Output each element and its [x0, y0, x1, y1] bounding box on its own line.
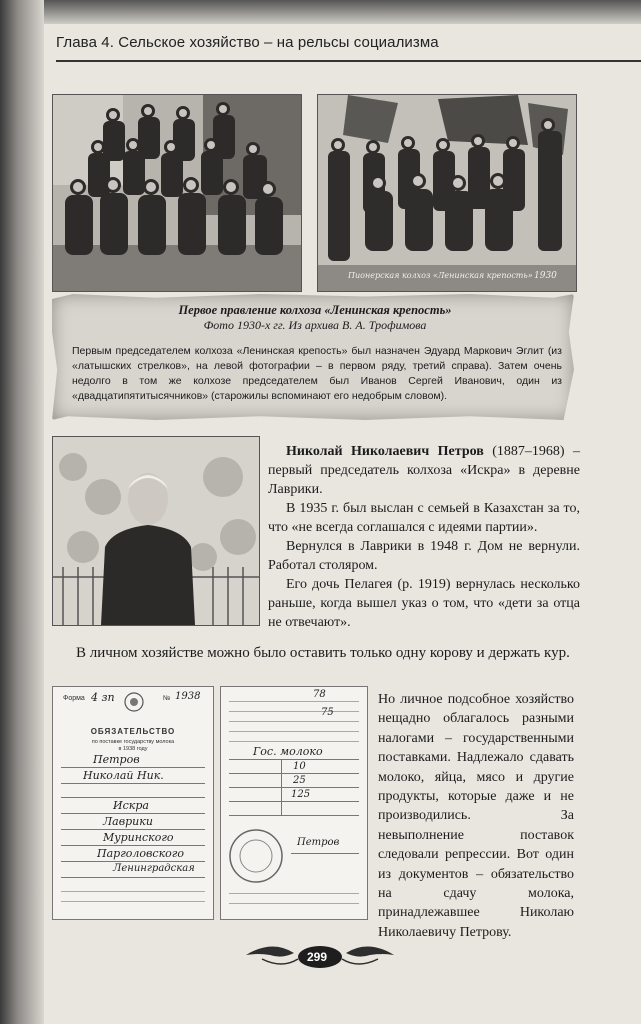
doc-hw-sign: Петров: [297, 837, 340, 848]
portrait-image: [53, 437, 259, 625]
doc-hw-name: Николай Ник.: [83, 769, 164, 782]
bio-line1-rest: (1887–1968) – первый председатель колхоза «Искра» в деревне Лаврики.: [268, 444, 581, 497]
doc-hw-village: Лаврики: [103, 815, 153, 828]
group-photo-left-image: [53, 95, 301, 291]
obligation-document-front: [52, 686, 214, 920]
group-photo-left: [52, 94, 302, 292]
caption-subtitle: Фото 1930-х гг. Из архива В. А. Трофимова: [203, 318, 427, 332]
doc-hw-q1: 10: [293, 761, 306, 772]
doc-hw-kolkhoz: Искра: [113, 799, 149, 812]
portrait-photo: [52, 436, 260, 626]
bio-name: Николай Николаевич Петров: [286, 444, 484, 459]
chapter-header: Глава 4. Сельское хозяйство – на рельсы социализма: [56, 34, 439, 51]
doc-year: 1938: [175, 691, 201, 702]
doc-stamp-no: №: [163, 695, 171, 702]
header-rule: [56, 60, 641, 62]
doc-hw-rayon: Парголовского: [97, 847, 184, 860]
lead-paragraph: В личном хозяйстве можно было оставить только одну корову и держать кур.: [76, 645, 570, 661]
photo-year-mark: 1930: [534, 271, 557, 281]
bio-paragraph-2: В 1935 г. был выслан с семьей в Казахстан за то, что «не всегда соглашался с идеями партии».: [268, 501, 580, 535]
bio-paragraph-3: Вернулся в Лаврики в 1948 г. Дом не вернули. Работал столяром.: [268, 539, 580, 573]
doc-subheading-1: по поставке государству молока: [91, 739, 175, 745]
page-edge-top: [0, 0, 641, 24]
group-photo-right: [317, 94, 577, 292]
doc-hw-total: 125: [291, 789, 311, 800]
doc-hw-number: 78: [313, 689, 326, 700]
bio-text: [268, 442, 580, 632]
doc-hw-selsovet: Муринского: [103, 831, 174, 844]
photo-inscription: Пионерская колхоз «Ленинская крепость»: [348, 271, 533, 280]
right-column-text: Но личное подсобное хозяйство нещадно облагалось разными налогами – государственными поставками. Надлежало сдавать молоко, яйца, мясо и другие продукты, которые даже и не производились. За невыполнение поставок следовали репрессии. Вот один из документов – обязательство на сдачу молока, принадлежавшее Николаю Николаевичу Петрову.: [378, 692, 574, 940]
round-stamp-icon: [227, 827, 285, 885]
doc-hw-product: Гос. молоко: [253, 745, 323, 758]
group-photo-right-image: [318, 95, 576, 291]
doc-form-number: 4 зп: [91, 691, 115, 704]
doc-hw-oblast: Ленинградская: [113, 863, 195, 874]
doc-hw-amount: 75: [321, 707, 334, 718]
caption-body: Первым председателем колхоза «Ленинская крепость» был назначен Эдуард Маркович Эглит (из «латышских стрелков», на левой фотографии – в первом ряду, третий справа). Затем очень недолго в том же колхозе председателем был Иванов Сергей Иванович, один из «двадцатипятитысячников» (старожилы вспоминают его недобрым словом).: [72, 345, 562, 402]
doc-form-label: Форма: [63, 695, 85, 702]
doc-heading: ОБЯЗАТЕЛЬСТВО: [90, 727, 176, 736]
doc-hw-q2: 25: [293, 775, 306, 786]
emblem-icon: [123, 691, 145, 713]
doc-subheading-2: в 1938 году: [118, 746, 148, 752]
bio-paragraph-1: [268, 442, 580, 499]
page-number: 299: [306, 950, 328, 964]
page-edge-left: [0, 0, 44, 1024]
caption-title: Первое правление колхоза «Ленинская крепость»: [178, 303, 452, 317]
bio-paragraph-4: Его дочь Пелагея (р. 1919) вернулась несколько раньше, когда вышел указ о том, что «дети за отца не отвечают».: [268, 577, 580, 630]
doc-hw-surname: Петров: [93, 753, 140, 766]
obligation-document-back: [220, 686, 368, 920]
